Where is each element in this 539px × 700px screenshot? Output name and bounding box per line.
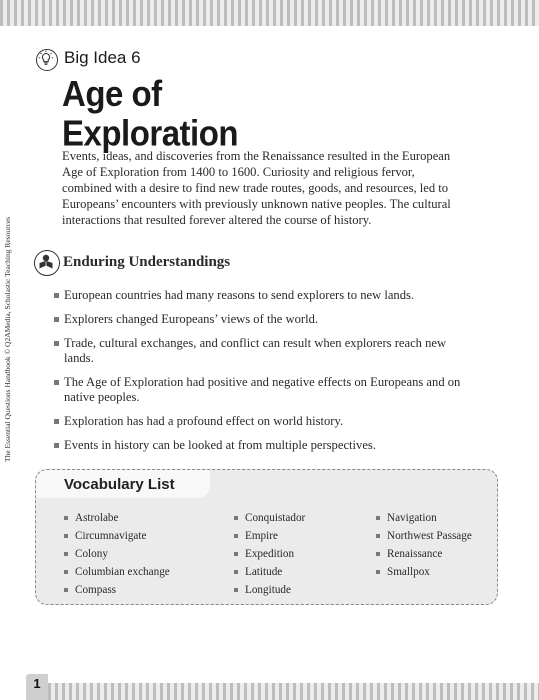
page-title [62, 74, 392, 153]
list-item: European countries had many reasons to send explorers to new lands. [50, 288, 470, 303]
vocabulary-term: Empire [234, 527, 305, 545]
vocabulary-term: Expedition [234, 545, 305, 563]
vocabulary-term: Compass [64, 581, 170, 599]
vocabulary-heading: Vocabulary List [64, 476, 175, 493]
square-bullet-icon [234, 552, 238, 556]
title-line-2: Exploration [62, 112, 239, 154]
list-item: Trade, cultural exchanges, and conflict can result when explorers reach new lands. [50, 336, 470, 366]
vocabulary-term: Colony [64, 545, 170, 563]
vocabulary-term: Columbian exchange [64, 563, 170, 581]
vocabulary-term: Latitude [234, 563, 305, 581]
vocabulary-term: Renaissance [376, 545, 472, 563]
vocabulary-term: Conquistador [234, 509, 305, 527]
reader-icon [34, 250, 60, 276]
vocabulary-column-3 [376, 509, 472, 581]
square-bullet-icon [376, 552, 380, 556]
big-idea-label: Big Idea 6 [64, 48, 141, 67]
square-bullet-icon [54, 341, 59, 346]
bottom-stripe-border [48, 683, 539, 700]
side-credit: The Essential Questions Handbook © Q2AMedia, Scholastic Teaching Resources [3, 216, 12, 462]
square-bullet-icon [64, 552, 68, 556]
vocabulary-term: Smallpox [376, 563, 472, 581]
square-bullet-icon [234, 534, 238, 538]
intro-paragraph: Events, ideas, and discoveries from the Renaissance resulted in the European Age of Exploration from 1400 to 1600. Curiosity and religious fervor, combined with a desire to find new trade routes, goods, and resources, led to Europeans’ encounters with previously unknown native peoples. The cultural interactions that resulted forever altered the course of history. [62, 149, 451, 227]
vocabulary-term: Circumnavigate [64, 527, 170, 545]
enduring-understandings-heading: Enduring Understandings [63, 254, 231, 270]
square-bullet-icon [64, 570, 68, 574]
enduring-understandings-list [50, 288, 470, 462]
square-bullet-icon [376, 534, 380, 538]
square-bullet-icon [376, 516, 380, 520]
square-bullet-icon [64, 534, 68, 538]
lightbulb-icon [36, 49, 58, 71]
square-bullet-icon [376, 570, 380, 574]
square-bullet-icon [234, 516, 238, 520]
title-line-1: Age of [62, 72, 162, 114]
list-item: The Age of Exploration had positive and negative effects on Europeans and on native peoples. [50, 375, 470, 405]
vocabulary-column-1 [64, 509, 170, 599]
vocabulary-column-2 [234, 509, 305, 599]
square-bullet-icon [234, 588, 238, 592]
square-bullet-icon [54, 419, 59, 424]
square-bullet-icon [64, 588, 68, 592]
list-item: Events in history can be looked at from multiple perspectives. [50, 438, 470, 453]
vocabulary-term: Northwest Passage [376, 527, 472, 545]
page-number: 1 [33, 676, 41, 691]
vocabulary-term: Navigation [376, 509, 472, 527]
square-bullet-icon [64, 516, 68, 520]
list-item: Exploration has had a profound effect on world history. [50, 414, 470, 429]
list-item: Explorers changed Europeans’ views of the world. [50, 312, 470, 327]
square-bullet-icon [54, 380, 59, 385]
square-bullet-icon [234, 570, 238, 574]
top-stripe-border [0, 0, 539, 26]
square-bullet-icon [54, 317, 59, 322]
square-bullet-icon [54, 293, 59, 298]
vocabulary-term: Longitude [234, 581, 305, 599]
square-bullet-icon [54, 443, 59, 448]
vocabulary-term: Astrolabe [64, 509, 170, 527]
